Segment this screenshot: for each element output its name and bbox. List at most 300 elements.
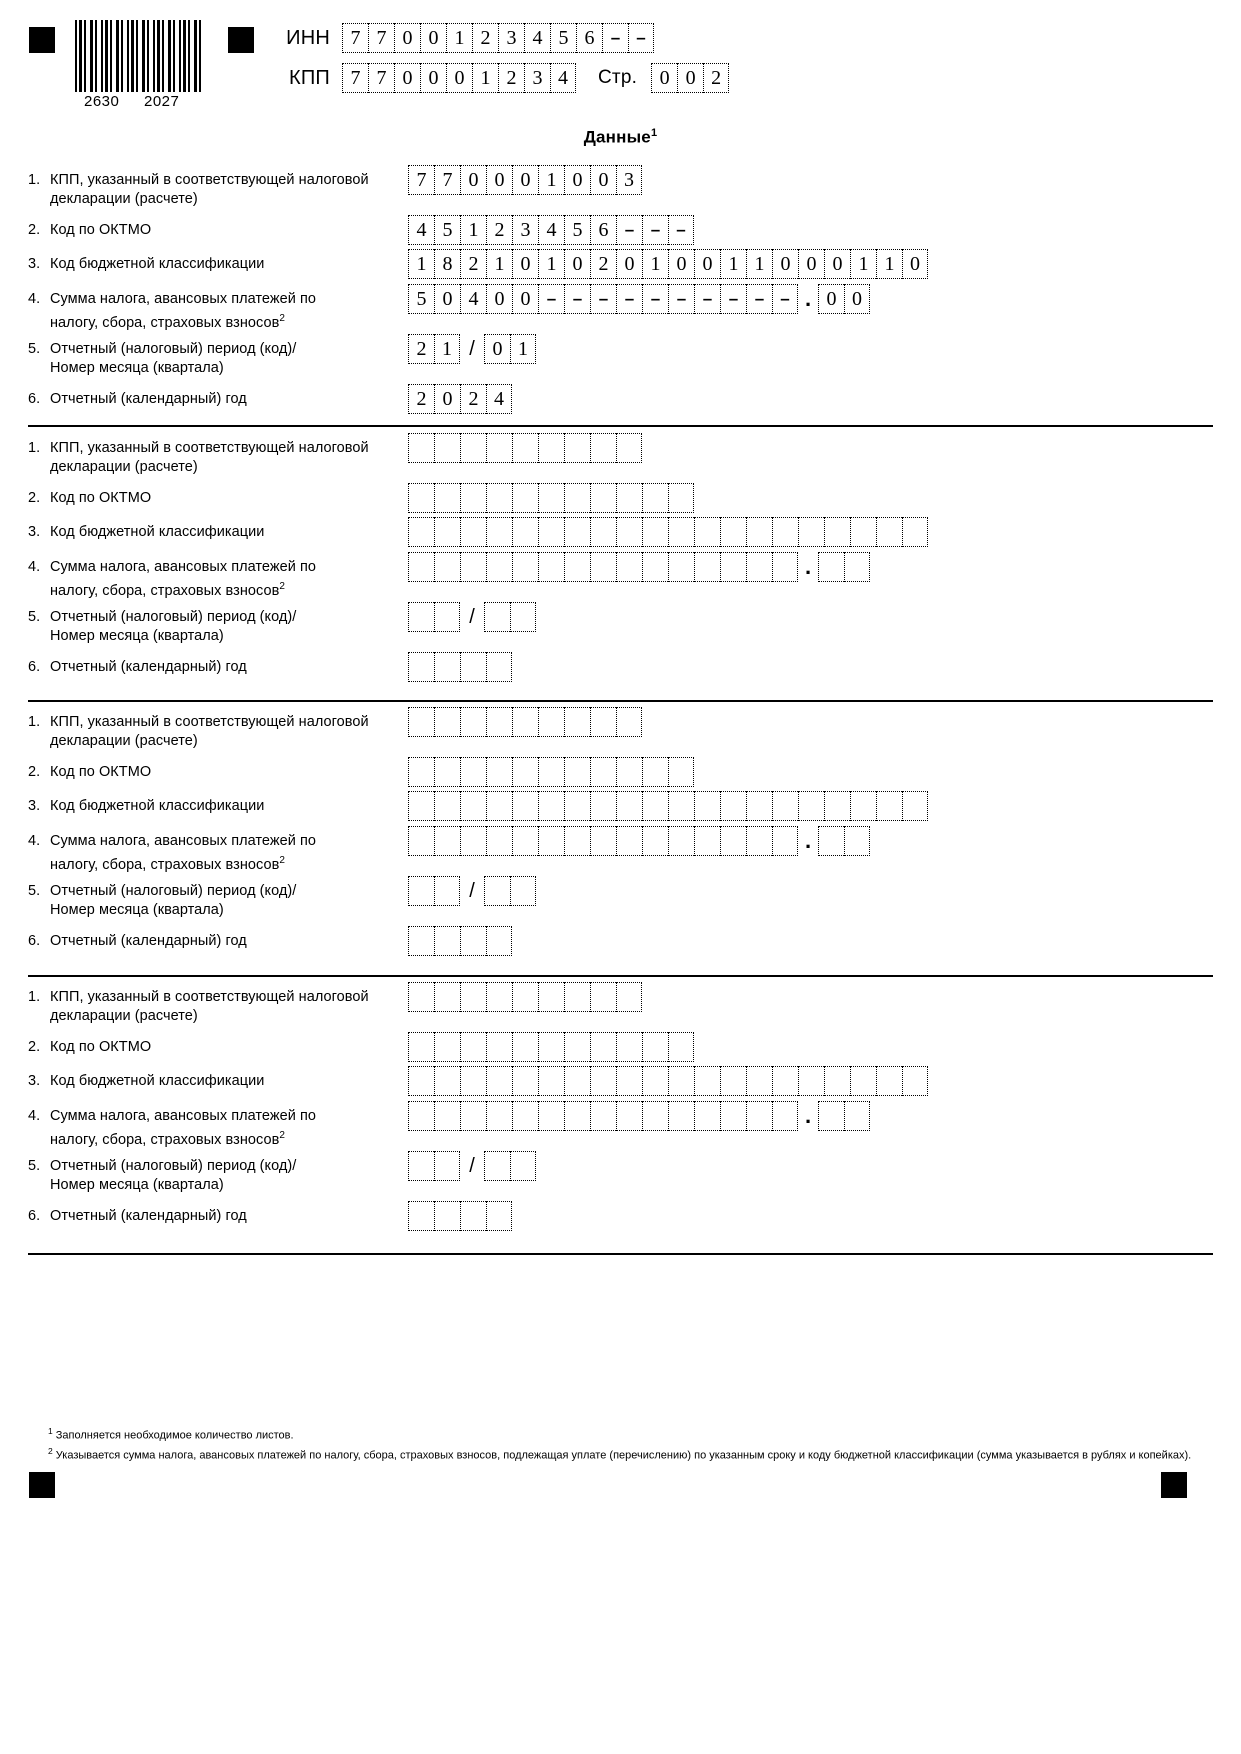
block-2-oktmo-input-cell-7[interactable] bbox=[564, 483, 590, 513]
page-number-input-cell-3[interactable]: 2 bbox=[703, 63, 729, 93]
block-3-oktmo-input-cell-2[interactable] bbox=[434, 757, 460, 787]
block-3-sum-rubles-input-cell-12[interactable] bbox=[694, 826, 720, 856]
block-3-oktmo-input-cell-4[interactable] bbox=[486, 757, 512, 787]
block-2-year-input-cell-1[interactable] bbox=[408, 652, 434, 682]
page-number-input[interactable] bbox=[651, 63, 729, 93]
inn-input-cell-12[interactable]: – bbox=[628, 23, 654, 53]
block-2-sum-rubles-input-cell-15[interactable] bbox=[772, 552, 798, 582]
block-4-period-code-input[interactable] bbox=[408, 1151, 460, 1181]
block-4-sum-kopecks-input[interactable] bbox=[818, 1101, 870, 1131]
kpp-input-cell-6[interactable]: 1 bbox=[472, 63, 498, 93]
block-4-year-input-cell-3[interactable] bbox=[460, 1201, 486, 1231]
block-4-sum-rubles-input-cell-6[interactable] bbox=[538, 1101, 564, 1131]
block-4-oktmo-input-cell-4[interactable] bbox=[486, 1032, 512, 1062]
block-4-sum-rubles-input-cell-4[interactable] bbox=[486, 1101, 512, 1131]
block-3-sum-rubles-input-cell-3[interactable] bbox=[460, 826, 486, 856]
block-1-sum-rubles-input-cell-11[interactable]: – bbox=[668, 284, 694, 314]
block-2-kbk-input-cell-1[interactable] bbox=[408, 517, 434, 547]
block-3-sum-kopecks-input-cell-2[interactable] bbox=[844, 826, 870, 856]
block-3-oktmo-input-cell-1[interactable] bbox=[408, 757, 434, 787]
block-4-oktmo-input-cell-7[interactable] bbox=[564, 1032, 590, 1062]
block-1-oktmo-input-cell-3[interactable]: 1 bbox=[460, 215, 486, 245]
block-2-kpp-input-cell-2[interactable] bbox=[434, 433, 460, 463]
kpp-input-cell-2[interactable]: 7 bbox=[368, 63, 394, 93]
block-3-sum-rubles-input-cell-8[interactable] bbox=[590, 826, 616, 856]
block-1-kpp-input-cell-3[interactable]: 0 bbox=[460, 165, 486, 195]
block-1-oktmo-input-cell-10[interactable]: – bbox=[642, 215, 668, 245]
block-4-kbk-input-cell-13[interactable] bbox=[720, 1066, 746, 1096]
block-4-kbk-input-cell-10[interactable] bbox=[642, 1066, 668, 1096]
block-1-kpp-input-cell-8[interactable]: 0 bbox=[590, 165, 616, 195]
block-2-kbk-input-cell-7[interactable] bbox=[564, 517, 590, 547]
block-2-year-input-cell-3[interactable] bbox=[460, 652, 486, 682]
block-1-kbk-input-cell-6[interactable]: 1 bbox=[538, 249, 564, 279]
block-1-kpp-input-cell-1[interactable]: 7 bbox=[408, 165, 434, 195]
block-1-kpp-input-cell-6[interactable]: 1 bbox=[538, 165, 564, 195]
block-2-kpp-input-cell-8[interactable] bbox=[590, 433, 616, 463]
block-2-kpp-input-cell-4[interactable] bbox=[486, 433, 512, 463]
block-1-year-input-cell-3[interactable]: 2 bbox=[460, 384, 486, 414]
block-1-oktmo-input-cell-8[interactable]: 6 bbox=[590, 215, 616, 245]
block-2-sum-rubles-input-cell-1[interactable] bbox=[408, 552, 434, 582]
block-1-kbk-input-cell-20[interactable]: 0 bbox=[902, 249, 928, 279]
block-3-kpp-input-cell-3[interactable] bbox=[460, 707, 486, 737]
block-3-kbk-input-cell-9[interactable] bbox=[616, 791, 642, 821]
block-3-kbk-input-cell-10[interactable] bbox=[642, 791, 668, 821]
block-3-period-code-input-cell-1[interactable] bbox=[408, 876, 434, 906]
block-4-period-code-input-cell-2[interactable] bbox=[434, 1151, 460, 1181]
block-3-sum-rubles-input-cell-9[interactable] bbox=[616, 826, 642, 856]
block-3-sum-rubles-input-cell-15[interactable] bbox=[772, 826, 798, 856]
block-4-period-code-input-cell-1[interactable] bbox=[408, 1151, 434, 1181]
block-1-kpp-input-cell-5[interactable]: 0 bbox=[512, 165, 538, 195]
block-1-kbk-input-cell-3[interactable]: 2 bbox=[460, 249, 486, 279]
block-4-kbk-input-cell-11[interactable] bbox=[668, 1066, 694, 1096]
block-3-sum-rubles-input-cell-7[interactable] bbox=[564, 826, 590, 856]
block-2-sum-rubles-input-cell-10[interactable] bbox=[642, 552, 668, 582]
block-3-kpp-input-cell-1[interactable] bbox=[408, 707, 434, 737]
block-2-year-input[interactable] bbox=[408, 652, 512, 682]
block-1-period-month-input-cell-1[interactable]: 0 bbox=[484, 334, 510, 364]
block-1-oktmo-input[interactable] bbox=[408, 215, 694, 245]
block-2-year-input-cell-2[interactable] bbox=[434, 652, 460, 682]
inn-input-cell-9[interactable]: 5 bbox=[550, 23, 576, 53]
block-3-kbk-input-cell-3[interactable] bbox=[460, 791, 486, 821]
block-4-oktmo-input-cell-5[interactable] bbox=[512, 1032, 538, 1062]
block-1-kbk-input-cell-9[interactable]: 0 bbox=[616, 249, 642, 279]
block-2-kbk-input-cell-2[interactable] bbox=[434, 517, 460, 547]
block-4-kbk-input-cell-14[interactable] bbox=[746, 1066, 772, 1096]
block-2-kbk-input-cell-18[interactable] bbox=[850, 517, 876, 547]
block-2-kbk-input-cell-10[interactable] bbox=[642, 517, 668, 547]
block-3-kbk-input-cell-16[interactable] bbox=[798, 791, 824, 821]
block-2-kbk-input-cell-15[interactable] bbox=[772, 517, 798, 547]
block-1-year-input-cell-2[interactable]: 0 bbox=[434, 384, 460, 414]
block-2-kbk-input-cell-12[interactable] bbox=[694, 517, 720, 547]
block-3-kpp-input-cell-6[interactable] bbox=[538, 707, 564, 737]
block-3-sum-rubles-input-cell-6[interactable] bbox=[538, 826, 564, 856]
block-3-sum-rubles-input[interactable] bbox=[408, 826, 798, 856]
inn-input-cell-5[interactable]: 1 bbox=[446, 23, 472, 53]
block-2-kbk-input-cell-16[interactable] bbox=[798, 517, 824, 547]
block-3-kbk-input-cell-19[interactable] bbox=[876, 791, 902, 821]
block-2-sum-rubles-input-cell-4[interactable] bbox=[486, 552, 512, 582]
block-3-kpp-input-cell-7[interactable] bbox=[564, 707, 590, 737]
block-3-kbk-input-cell-17[interactable] bbox=[824, 791, 850, 821]
block-1-sum-kopecks-input[interactable] bbox=[818, 284, 870, 314]
block-2-period-input-group[interactable] bbox=[408, 602, 536, 632]
block-2-kpp-input-cell-9[interactable] bbox=[616, 433, 642, 463]
block-4-kpp-input-cell-4[interactable] bbox=[486, 982, 512, 1012]
block-4-kbk-input-cell-1[interactable] bbox=[408, 1066, 434, 1096]
block-3-oktmo-input-cell-8[interactable] bbox=[590, 757, 616, 787]
block-4-sum-kopecks-input-cell-2[interactable] bbox=[844, 1101, 870, 1131]
inn-input-cell-7[interactable]: 3 bbox=[498, 23, 524, 53]
block-4-kbk-input-cell-19[interactable] bbox=[876, 1066, 902, 1096]
block-2-period-code-input-cell-2[interactable] bbox=[434, 602, 460, 632]
block-2-period-month-input[interactable] bbox=[484, 602, 536, 632]
block-2-period-month-input-cell-2[interactable] bbox=[510, 602, 536, 632]
block-2-year-input-cell-4[interactable] bbox=[486, 652, 512, 682]
block-2-sum-rubles-input-cell-7[interactable] bbox=[564, 552, 590, 582]
block-4-kpp-input-cell-7[interactable] bbox=[564, 982, 590, 1012]
kpp-input-cell-3[interactable]: 0 bbox=[394, 63, 420, 93]
block-4-sum-rubles-input-cell-15[interactable] bbox=[772, 1101, 798, 1131]
block-4-kbk-input-cell-7[interactable] bbox=[564, 1066, 590, 1096]
block-4-kbk-input-cell-16[interactable] bbox=[798, 1066, 824, 1096]
block-1-sum-rubles-input-cell-5[interactable]: 0 bbox=[512, 284, 538, 314]
page-number-input-cell-2[interactable]: 0 bbox=[677, 63, 703, 93]
block-2-kbk-input-cell-14[interactable] bbox=[746, 517, 772, 547]
block-4-sum-rubles-input-cell-9[interactable] bbox=[616, 1101, 642, 1131]
inn-input-cell-11[interactable]: – bbox=[602, 23, 628, 53]
block-3-year-input-cell-2[interactable] bbox=[434, 926, 460, 956]
kpp-input-cell-1[interactable]: 7 bbox=[342, 63, 368, 93]
block-1-period-code-input[interactable] bbox=[408, 334, 460, 364]
block-2-sum-kopecks-input[interactable] bbox=[818, 552, 870, 582]
block-4-oktmo-input[interactable] bbox=[408, 1032, 694, 1062]
block-4-oktmo-input-cell-11[interactable] bbox=[668, 1032, 694, 1062]
block-3-oktmo-input-cell-9[interactable] bbox=[616, 757, 642, 787]
block-2-oktmo-input-cell-9[interactable] bbox=[616, 483, 642, 513]
block-2-oktmo-input-cell-2[interactable] bbox=[434, 483, 460, 513]
block-3-kbk-input[interactable] bbox=[408, 791, 928, 821]
block-1-kbk-input-cell-7[interactable]: 0 bbox=[564, 249, 590, 279]
block-3-kbk-input-cell-5[interactable] bbox=[512, 791, 538, 821]
block-4-kpp-input[interactable] bbox=[408, 982, 642, 1012]
block-4-period-month-input[interactable] bbox=[484, 1151, 536, 1181]
block-1-kbk-input-cell-8[interactable]: 2 bbox=[590, 249, 616, 279]
block-3-period-code-input[interactable] bbox=[408, 876, 460, 906]
block-2-kbk-input-cell-20[interactable] bbox=[902, 517, 928, 547]
block-1-oktmo-input-cell-2[interactable]: 5 bbox=[434, 215, 460, 245]
block-1-sum-rubles-input-cell-10[interactable]: – bbox=[642, 284, 668, 314]
block-4-kbk-input-cell-8[interactable] bbox=[590, 1066, 616, 1096]
block-3-sum-kopecks-input-cell-1[interactable] bbox=[818, 826, 844, 856]
block-4-kbk-input-cell-3[interactable] bbox=[460, 1066, 486, 1096]
block-1-oktmo-input-cell-4[interactable]: 2 bbox=[486, 215, 512, 245]
block-3-sum-rubles-input-cell-10[interactable] bbox=[642, 826, 668, 856]
block-3-sum-rubles-input-cell-2[interactable] bbox=[434, 826, 460, 856]
block-1-sum-rubles-input[interactable] bbox=[408, 284, 798, 314]
block-3-oktmo-input-cell-6[interactable] bbox=[538, 757, 564, 787]
block-2-sum-rubles-input-cell-8[interactable] bbox=[590, 552, 616, 582]
block-1-kpp-input-cell-4[interactable]: 0 bbox=[486, 165, 512, 195]
kpp-input-cell-5[interactable]: 0 bbox=[446, 63, 472, 93]
block-2-oktmo-input-cell-10[interactable] bbox=[642, 483, 668, 513]
block-4-sum-rubles-input-cell-3[interactable] bbox=[460, 1101, 486, 1131]
block-3-kpp-input[interactable] bbox=[408, 707, 642, 737]
block-3-period-code-input-cell-2[interactable] bbox=[434, 876, 460, 906]
block-2-sum-rubles-input-cell-12[interactable] bbox=[694, 552, 720, 582]
block-1-kpp-input-cell-9[interactable]: 3 bbox=[616, 165, 642, 195]
block-2-sum-kopecks-input-cell-1[interactable] bbox=[818, 552, 844, 582]
block-3-kbk-input-cell-14[interactable] bbox=[746, 791, 772, 821]
block-1-sum-rubles-input-cell-8[interactable]: – bbox=[590, 284, 616, 314]
block-3-sum-input-group[interactable] bbox=[408, 826, 870, 856]
block-3-kbk-input-cell-7[interactable] bbox=[564, 791, 590, 821]
block-1-sum-rubles-input-cell-15[interactable]: – bbox=[772, 284, 798, 314]
block-3-sum-rubles-input-cell-11[interactable] bbox=[668, 826, 694, 856]
block-1-sum-rubles-input-cell-6[interactable]: – bbox=[538, 284, 564, 314]
block-1-period-code-input-cell-2[interactable]: 1 bbox=[434, 334, 460, 364]
block-2-kbk-input-cell-4[interactable] bbox=[486, 517, 512, 547]
block-3-sum-rubles-input-cell-1[interactable] bbox=[408, 826, 434, 856]
block-4-period-input-group[interactable] bbox=[408, 1151, 536, 1181]
block-3-kbk-input-cell-11[interactable] bbox=[668, 791, 694, 821]
block-1-sum-rubles-input-cell-9[interactable]: – bbox=[616, 284, 642, 314]
block-2-sum-rubles-input-cell-13[interactable] bbox=[720, 552, 746, 582]
block-3-sum-rubles-input-cell-4[interactable] bbox=[486, 826, 512, 856]
block-4-kbk-input-cell-17[interactable] bbox=[824, 1066, 850, 1096]
inn-input-cell-2[interactable]: 7 bbox=[368, 23, 394, 53]
block-3-kbk-input-cell-2[interactable] bbox=[434, 791, 460, 821]
block-2-kbk-input-cell-6[interactable] bbox=[538, 517, 564, 547]
block-1-oktmo-input-cell-5[interactable]: 3 bbox=[512, 215, 538, 245]
block-1-kbk-input-cell-10[interactable]: 1 bbox=[642, 249, 668, 279]
block-3-kpp-input-cell-8[interactable] bbox=[590, 707, 616, 737]
block-2-oktmo-input-cell-1[interactable] bbox=[408, 483, 434, 513]
block-3-kpp-input-cell-5[interactable] bbox=[512, 707, 538, 737]
block-1-sum-rubles-input-cell-4[interactable]: 0 bbox=[486, 284, 512, 314]
block-3-period-month-input-cell-1[interactable] bbox=[484, 876, 510, 906]
block-4-year-input[interactable] bbox=[408, 1201, 512, 1231]
block-1-period-code-input-cell-1[interactable]: 2 bbox=[408, 334, 434, 364]
block-1-sum-rubles-input-cell-1[interactable]: 5 bbox=[408, 284, 434, 314]
block-1-oktmo-input-cell-9[interactable]: – bbox=[616, 215, 642, 245]
block-4-kbk-input-cell-4[interactable] bbox=[486, 1066, 512, 1096]
block-4-kbk-input-cell-20[interactable] bbox=[902, 1066, 928, 1096]
block-2-kpp-input-cell-7[interactable] bbox=[564, 433, 590, 463]
block-2-kpp-input[interactable] bbox=[408, 433, 642, 463]
block-2-sum-input-group[interactable] bbox=[408, 552, 870, 582]
kpp-input-cell-7[interactable]: 2 bbox=[498, 63, 524, 93]
block-2-kbk-input-cell-11[interactable] bbox=[668, 517, 694, 547]
block-4-kpp-input-cell-9[interactable] bbox=[616, 982, 642, 1012]
block-3-year-input-cell-4[interactable] bbox=[486, 926, 512, 956]
block-3-sum-rubles-input-cell-13[interactable] bbox=[720, 826, 746, 856]
block-3-kbk-input-cell-13[interactable] bbox=[720, 791, 746, 821]
block-3-oktmo-input[interactable] bbox=[408, 757, 694, 787]
block-1-period-month-input-cell-2[interactable]: 1 bbox=[510, 334, 536, 364]
block-2-sum-rubles-input-cell-6[interactable] bbox=[538, 552, 564, 582]
block-2-kbk-input-cell-9[interactable] bbox=[616, 517, 642, 547]
inn-input-cell-8[interactable]: 4 bbox=[524, 23, 550, 53]
block-1-kbk-input-cell-11[interactable]: 0 bbox=[668, 249, 694, 279]
block-3-sum-rubles-input-cell-5[interactable] bbox=[512, 826, 538, 856]
block-1-sum-rubles-input-cell-7[interactable]: – bbox=[564, 284, 590, 314]
block-4-oktmo-input-cell-6[interactable] bbox=[538, 1032, 564, 1062]
block-2-kbk-input-cell-5[interactable] bbox=[512, 517, 538, 547]
block-1-kbk-input-cell-2[interactable]: 8 bbox=[434, 249, 460, 279]
block-2-kpp-input-cell-3[interactable] bbox=[460, 433, 486, 463]
block-2-oktmo-input-cell-4[interactable] bbox=[486, 483, 512, 513]
inn-input-cell-1[interactable]: 7 bbox=[342, 23, 368, 53]
block-4-oktmo-input-cell-2[interactable] bbox=[434, 1032, 460, 1062]
block-1-kbk-input-cell-18[interactable]: 1 bbox=[850, 249, 876, 279]
block-1-year-input[interactable] bbox=[408, 384, 512, 414]
block-3-oktmo-input-cell-11[interactable] bbox=[668, 757, 694, 787]
kpp-input-cell-4[interactable]: 0 bbox=[420, 63, 446, 93]
block-4-sum-rubles-input-cell-7[interactable] bbox=[564, 1101, 590, 1131]
kpp-input-cell-9[interactable]: 4 bbox=[550, 63, 576, 93]
block-2-kbk-input-cell-17[interactable] bbox=[824, 517, 850, 547]
block-4-sum-rubles-input-cell-11[interactable] bbox=[668, 1101, 694, 1131]
block-4-sum-rubles-input-cell-5[interactable] bbox=[512, 1101, 538, 1131]
block-2-sum-rubles-input-cell-11[interactable] bbox=[668, 552, 694, 582]
block-4-kpp-input-cell-2[interactable] bbox=[434, 982, 460, 1012]
block-2-kbk-input-cell-13[interactable] bbox=[720, 517, 746, 547]
block-4-sum-kopecks-input-cell-1[interactable] bbox=[818, 1101, 844, 1131]
block-4-kpp-input-cell-1[interactable] bbox=[408, 982, 434, 1012]
block-1-period-month-input[interactable] bbox=[484, 334, 536, 364]
block-2-kbk-input-cell-8[interactable] bbox=[590, 517, 616, 547]
block-4-oktmo-input-cell-1[interactable] bbox=[408, 1032, 434, 1062]
block-3-kpp-input-cell-4[interactable] bbox=[486, 707, 512, 737]
block-2-kbk-input-cell-3[interactable] bbox=[460, 517, 486, 547]
block-4-kpp-input-cell-3[interactable] bbox=[460, 982, 486, 1012]
block-3-kbk-input-cell-20[interactable] bbox=[902, 791, 928, 821]
block-1-oktmo-input-cell-1[interactable]: 4 bbox=[408, 215, 434, 245]
inn-input-cell-10[interactable]: 6 bbox=[576, 23, 602, 53]
block-2-oktmo-input-cell-3[interactable] bbox=[460, 483, 486, 513]
block-4-year-input-cell-1[interactable] bbox=[408, 1201, 434, 1231]
block-1-sum-rubles-input-cell-3[interactable]: 4 bbox=[460, 284, 486, 314]
block-4-kbk-input-cell-12[interactable] bbox=[694, 1066, 720, 1096]
block-2-period-month-input-cell-1[interactable] bbox=[484, 602, 510, 632]
block-1-oktmo-input-cell-11[interactable]: – bbox=[668, 215, 694, 245]
block-3-year-input[interactable] bbox=[408, 926, 512, 956]
block-4-kbk-input-cell-5[interactable] bbox=[512, 1066, 538, 1096]
block-3-kbk-input-cell-15[interactable] bbox=[772, 791, 798, 821]
block-3-sum-rubles-input-cell-14[interactable] bbox=[746, 826, 772, 856]
block-2-oktmo-input-cell-6[interactable] bbox=[538, 483, 564, 513]
block-4-oktmo-input-cell-9[interactable] bbox=[616, 1032, 642, 1062]
block-1-oktmo-input-cell-6[interactable]: 4 bbox=[538, 215, 564, 245]
block-3-period-month-input-cell-2[interactable] bbox=[510, 876, 536, 906]
block-2-sum-rubles-input-cell-5[interactable] bbox=[512, 552, 538, 582]
block-4-kpp-input-cell-8[interactable] bbox=[590, 982, 616, 1012]
block-2-period-code-input-cell-1[interactable] bbox=[408, 602, 434, 632]
block-3-kbk-input-cell-8[interactable] bbox=[590, 791, 616, 821]
block-4-kbk-input[interactable] bbox=[408, 1066, 928, 1096]
block-4-kpp-input-cell-6[interactable] bbox=[538, 982, 564, 1012]
block-2-sum-rubles-input-cell-2[interactable] bbox=[434, 552, 460, 582]
block-3-period-input-group[interactable] bbox=[408, 876, 536, 906]
block-3-kbk-input-cell-6[interactable] bbox=[538, 791, 564, 821]
block-4-year-input-cell-4[interactable] bbox=[486, 1201, 512, 1231]
block-4-oktmo-input-cell-8[interactable] bbox=[590, 1032, 616, 1062]
block-2-sum-rubles-input-cell-14[interactable] bbox=[746, 552, 772, 582]
block-2-oktmo-input-cell-11[interactable] bbox=[668, 483, 694, 513]
block-1-kbk-input-cell-19[interactable]: 1 bbox=[876, 249, 902, 279]
block-3-kbk-input-cell-1[interactable] bbox=[408, 791, 434, 821]
block-4-kbk-input-cell-15[interactable] bbox=[772, 1066, 798, 1096]
page-number-input-cell-1[interactable]: 0 bbox=[651, 63, 677, 93]
block-1-kbk-input-cell-14[interactable]: 1 bbox=[746, 249, 772, 279]
block-1-sum-rubles-input-cell-14[interactable]: – bbox=[746, 284, 772, 314]
block-1-kbk-input-cell-17[interactable]: 0 bbox=[824, 249, 850, 279]
block-4-sum-rubles-input[interactable] bbox=[408, 1101, 798, 1131]
block-3-period-month-input[interactable] bbox=[484, 876, 536, 906]
block-2-kpp-input-cell-5[interactable] bbox=[512, 433, 538, 463]
block-4-kbk-input-cell-18[interactable] bbox=[850, 1066, 876, 1096]
block-4-oktmo-input-cell-10[interactable] bbox=[642, 1032, 668, 1062]
block-3-oktmo-input-cell-10[interactable] bbox=[642, 757, 668, 787]
block-3-kbk-input-cell-18[interactable] bbox=[850, 791, 876, 821]
block-1-period-input-group[interactable] bbox=[408, 334, 536, 364]
block-3-oktmo-input-cell-7[interactable] bbox=[564, 757, 590, 787]
block-1-kpp-input[interactable] bbox=[408, 165, 642, 195]
block-1-year-input-cell-4[interactable]: 4 bbox=[486, 384, 512, 414]
block-3-kbk-input-cell-12[interactable] bbox=[694, 791, 720, 821]
inn-input-cell-6[interactable]: 2 bbox=[472, 23, 498, 53]
inn-input[interactable] bbox=[342, 23, 654, 53]
inn-input-cell-3[interactable]: 0 bbox=[394, 23, 420, 53]
block-3-oktmo-input-cell-3[interactable] bbox=[460, 757, 486, 787]
block-3-sum-kopecks-input[interactable] bbox=[818, 826, 870, 856]
block-1-sum-rubles-input-cell-2[interactable]: 0 bbox=[434, 284, 460, 314]
block-3-kpp-input-cell-9[interactable] bbox=[616, 707, 642, 737]
block-4-period-month-input-cell-1[interactable] bbox=[484, 1151, 510, 1181]
block-4-kbk-input-cell-9[interactable] bbox=[616, 1066, 642, 1096]
block-1-year-input-cell-1[interactable]: 2 bbox=[408, 384, 434, 414]
block-4-period-month-input-cell-2[interactable] bbox=[510, 1151, 536, 1181]
block-1-sum-kopecks-input-cell-2[interactable]: 0 bbox=[844, 284, 870, 314]
block-4-kbk-input-cell-6[interactable] bbox=[538, 1066, 564, 1096]
block-4-kbk-input-cell-2[interactable] bbox=[434, 1066, 460, 1096]
block-3-kbk-input-cell-4[interactable] bbox=[486, 791, 512, 821]
inn-input-cell-4[interactable]: 0 bbox=[420, 23, 446, 53]
block-2-kbk-input-cell-19[interactable] bbox=[876, 517, 902, 547]
block-2-kpp-input-cell-6[interactable] bbox=[538, 433, 564, 463]
block-2-oktmo-input-cell-8[interactable] bbox=[590, 483, 616, 513]
block-4-sum-input-group[interactable] bbox=[408, 1101, 870, 1131]
block-4-sum-rubles-input-cell-12[interactable] bbox=[694, 1101, 720, 1131]
block-4-sum-rubles-input-cell-10[interactable] bbox=[642, 1101, 668, 1131]
block-1-oktmo-input-cell-7[interactable]: 5 bbox=[564, 215, 590, 245]
block-1-kbk-input-cell-12[interactable]: 0 bbox=[694, 249, 720, 279]
block-1-kbk-input-cell-15[interactable]: 0 bbox=[772, 249, 798, 279]
block-1-kbk-input-cell-4[interactable]: 1 bbox=[486, 249, 512, 279]
block-2-sum-rubles-input-cell-9[interactable] bbox=[616, 552, 642, 582]
block-1-kbk-input[interactable] bbox=[408, 249, 928, 279]
kpp-input-cell-8[interactable]: 3 bbox=[524, 63, 550, 93]
block-4-sum-rubles-input-cell-2[interactable] bbox=[434, 1101, 460, 1131]
block-2-sum-rubles-input[interactable] bbox=[408, 552, 798, 582]
block-4-sum-rubles-input-cell-13[interactable] bbox=[720, 1101, 746, 1131]
block-4-oktmo-input-cell-3[interactable] bbox=[460, 1032, 486, 1062]
